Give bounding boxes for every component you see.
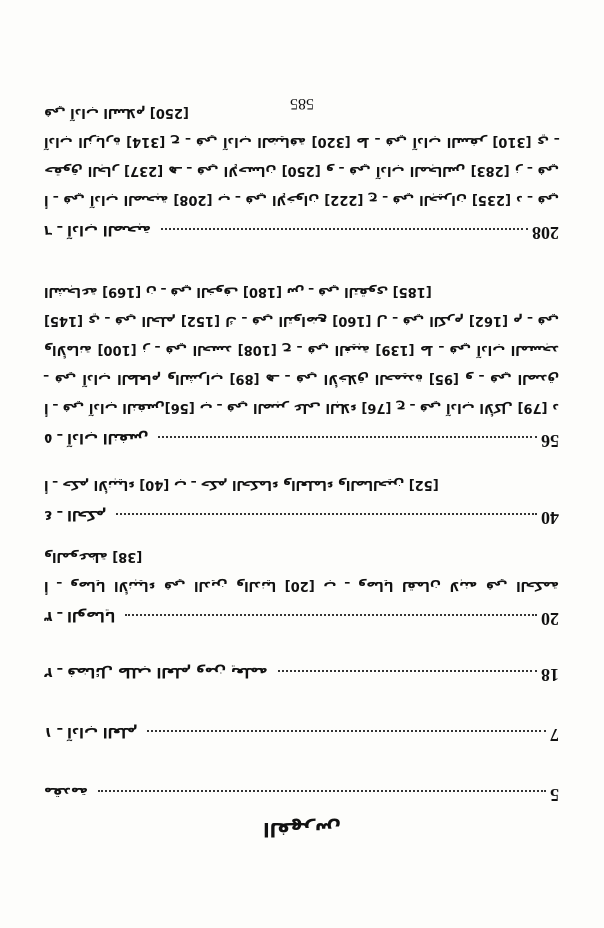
page-number: 585 xyxy=(290,95,314,112)
toc-entry-head xyxy=(44,784,559,810)
toc-entry-label: ٢ ـ فضائل طلب العلم ومن يعلمه xyxy=(44,664,268,680)
toc-entry-head xyxy=(44,222,559,248)
toc-entry-1 xyxy=(44,724,559,750)
leader-dots xyxy=(116,513,537,515)
toc-entry-page: 208 xyxy=(532,223,559,243)
toc-entry-body: أ ـ في آداب الصحبة [208] ب ـ في الإخوان [222] ج ـ في الجيران [235] د ـ في حقوق الجار [237] هـ ـ في الإحسان [250] و ـ في آداب المجالس [283] ز ـ في آداب الزيارة [314] ح ـ في آداب الضيافة [320] ط ـ في آداب السفر [310] ي ـ في آداب السلام [250] xyxy=(44,105,559,207)
toc-entry-body: أ ـ في آداب النفس[56] ب ـ في الصبر على البلاء [76] ج ـ في آداب الأكل [79] د ـ في آداب الطعام والشراب [89] هـ ـ في الأخلاق الحميدة [95] و ـ في الصدق والأمانة [100] ز ـ في الحسد [108] ح ـ في الغيبة [139] ط ـ في آداب المسجد [145] ي ـ في الحلم [152] ك ـ في التواضع [160] ل ـ في الكرم [162] م ـ في الشجاعة [169] ن ـ في الخوف [180] س ـ في التقوى [185] xyxy=(43,284,559,415)
page-heading: الفهرس xyxy=(263,818,341,840)
toc-entry-body: أ ـ حكم الأنبياء [40] ب ـ حكم الحكماء والعلماء والصالحين [52] xyxy=(44,477,439,492)
toc-entry-label: ٣ ـ الوصايا xyxy=(44,608,116,624)
toc-entry-label: ٤ ـ الحكم xyxy=(44,507,107,523)
toc-entry-4 xyxy=(44,470,559,533)
leader-dots xyxy=(98,790,546,792)
toc-entry-head xyxy=(44,724,559,750)
toc-entry-label: مقدمة xyxy=(44,784,88,800)
leader-dots xyxy=(125,614,537,616)
leader-dots xyxy=(147,730,546,732)
toc-entry-page: 20 xyxy=(541,609,559,629)
toc-entry-head xyxy=(44,430,559,456)
toc-entry-label: ٦ ـ آداب الصحبة xyxy=(44,222,151,238)
toc-entry-label: ٥ ـ آداب النفس xyxy=(44,430,149,446)
toc-entry-5 xyxy=(44,277,559,456)
toc-entry-head xyxy=(44,608,559,634)
toc-entry-2 xyxy=(44,664,559,690)
toc-entry-page: 18 xyxy=(541,665,559,685)
toc-entry-body: أ ـ وصايا الأنبياء في الدين والدنيا [20] ب ـ وصايا لقمان لابنه في الحكمة والموعظة [38] xyxy=(44,549,559,593)
toc-entry-label: ١ ـ آداب العلم xyxy=(44,724,138,740)
toc-entry-page: 40 xyxy=(541,508,559,528)
toc-entry-page: 7 xyxy=(550,725,559,745)
leader-dots xyxy=(161,228,528,230)
toc-entry-head xyxy=(44,507,559,533)
toc-entry-page: 56 xyxy=(541,431,559,451)
leader-dots xyxy=(158,436,537,438)
toc-entry-page: 5 xyxy=(550,785,559,805)
toc-entry-3 xyxy=(44,542,559,634)
leader-dots xyxy=(278,670,537,672)
toc-entry-6 xyxy=(44,98,559,248)
toc-entry-head xyxy=(44,664,559,690)
toc-entry-intro xyxy=(44,784,559,810)
